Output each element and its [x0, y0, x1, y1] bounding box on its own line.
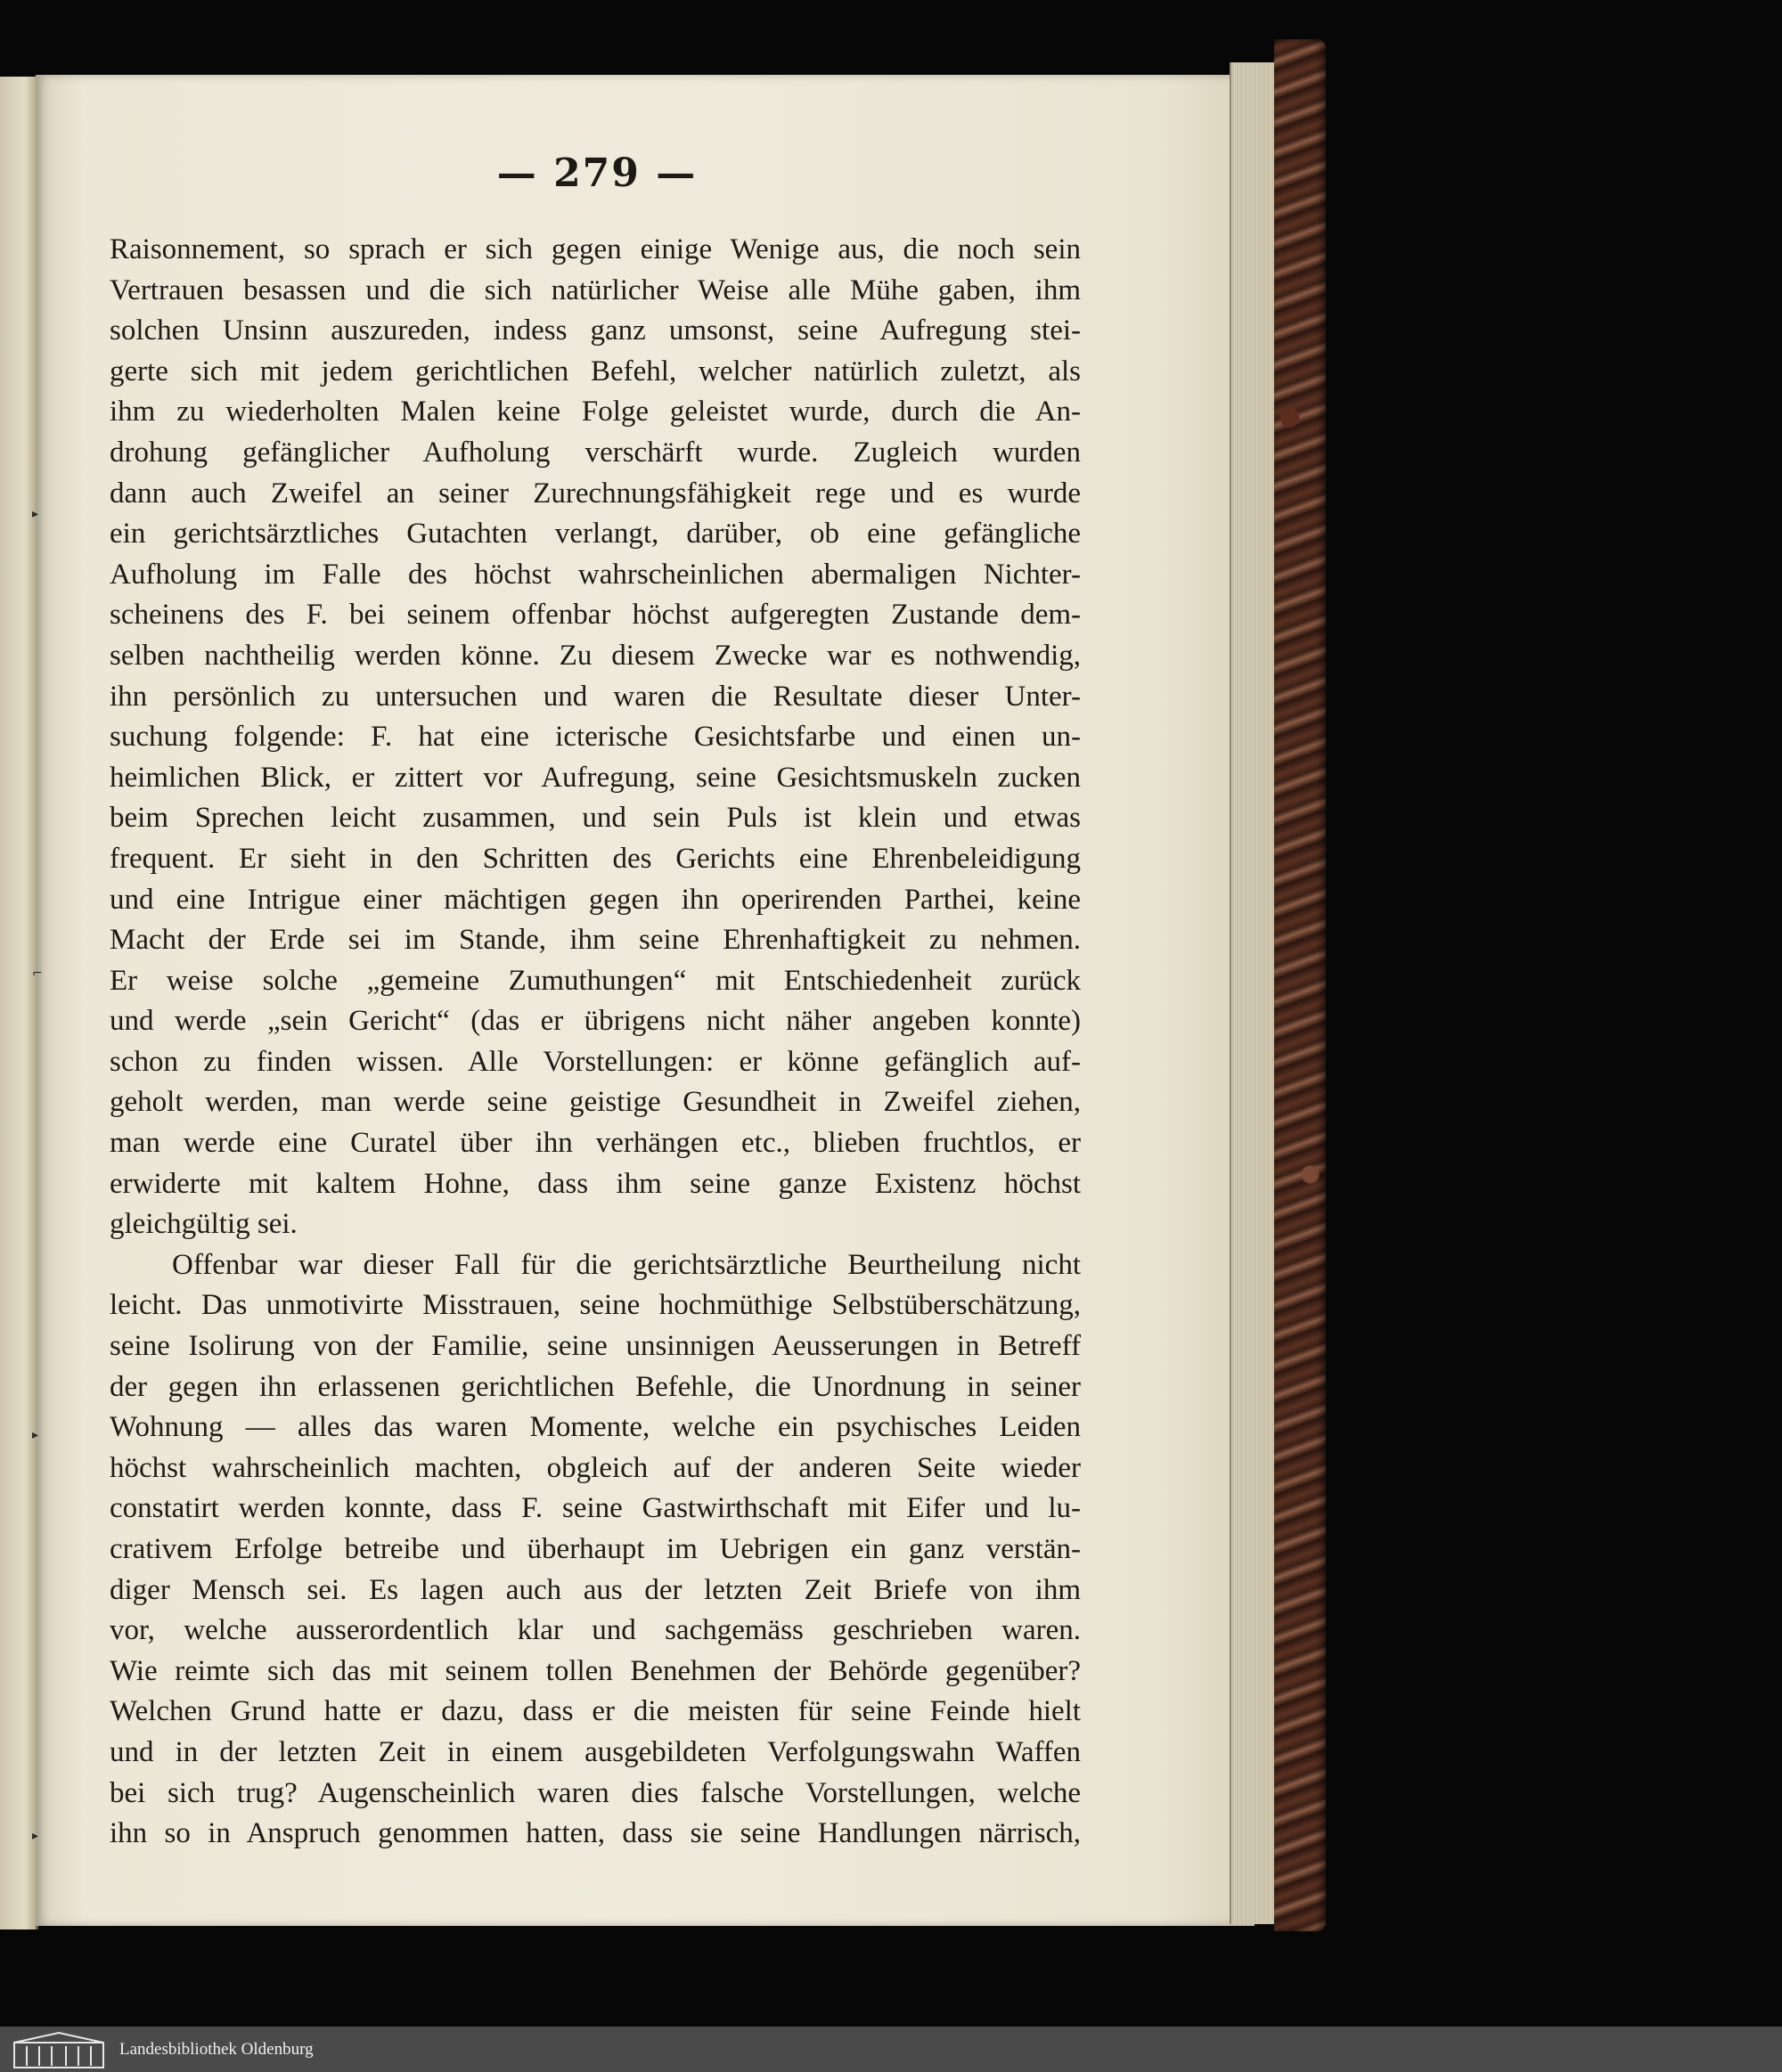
text-line: suchung folgende: F. hat eine icterische Gesichtsfarbe und einen un- — [110, 721, 1081, 754]
text-line: erwiderte mit kaltem Hohne, dass ihm seine ganze Existenz höchst — [110, 1167, 1081, 1200]
text-line: höchst wahrscheinlich machten, obgleich auf der anderen Seite wieder — [110, 1451, 1081, 1484]
text-line: Wohnung — alles das waren Momente, welche ein psychisches Leiden — [110, 1411, 1081, 1444]
text-line: diger Mensch sei. Es lagen auch aus der letzten Zeit Briefe von ihm — [110, 1573, 1081, 1606]
text-line: scheinens des F. bei seinem offenbar höchst aufgeregten Zustande dem- — [110, 599, 1081, 632]
text-line: ein gerichtsärztliches Gutachten verlangt, darüber, ob eine gefängliche — [110, 518, 1081, 551]
text-line: gleichgültig sei. — [110, 1208, 298, 1241]
text-line: Er weise solche „gemeine Zumuthungen“ mit Entschiedenheit zurück — [110, 964, 1081, 997]
text-line: Welchen Grund hatte er dazu, dass er die meisten für seine Feinde hielt — [110, 1695, 1081, 1728]
text-line: man werde eine Curatel über ihn verhängen etc., blieben fruchtlos, er — [110, 1127, 1081, 1160]
margin-marker: ▸ — [32, 1428, 39, 1442]
text-line: Macht der Erde sei im Stande, ihm seine Ehrenhaftigkeit zu nehmen. — [110, 924, 1081, 957]
text-line: gerte sich mit jedem gerichtlichen Befehl, welcher natürlich zuletzt, als — [110, 355, 1081, 387]
text-line: constatirt werden konnte, dass F. seine Gastwirthschaft mit Eifer und lu- — [110, 1492, 1081, 1525]
text-line: schon zu finden wissen. Alle Vorstellungen: er könne gefänglich auf- — [110, 1045, 1081, 1078]
text-line: geholt werden, man werde seine geistige Gesundheit in Zweifel ziehen, — [110, 1086, 1081, 1119]
text-line: bei sich trug? Augenscheinlich waren dies falsche Vorstellungen, welche — [110, 1776, 1081, 1809]
text-line: und eine Intrigue einer mächtigen gegen ihn operirenden Parthei, keine — [110, 883, 1081, 916]
text-line: ihn persönlich zu untersuchen und waren die Resultate dieser Unter- — [110, 680, 1081, 713]
margin-marker: ▸ — [32, 507, 39, 521]
text-line: heimlichen Blick, er zittert vor Aufregung, seine Gesichtsmuskeln zucken — [110, 761, 1081, 794]
text-line: Offenbar war dieser Fall für die gerichtsärztliche Beurtheilung nicht — [172, 1248, 1081, 1281]
text-line: frequent. Er sieht in den Schritten des Gerichts eine Ehrenbeleidigung — [110, 842, 1081, 875]
text-line: Aufholung im Falle des höchst wahrscheinlichen abermaligen Nichter- — [110, 558, 1081, 591]
text-line: solchen Unsinn auszureden, indess ganz umsonst, seine Aufregung stei- — [110, 314, 1081, 347]
text-line: drohung gefänglicher Aufholung verschärft wurde. Zugleich wurden — [110, 436, 1081, 469]
text-line: Raisonnement, so sprach er sich gegen einige Wenige aus, die noch sein — [110, 233, 1081, 265]
text-line: und in der letzten Zeit in einem ausgebildeten Verfolgungswahn Waffen — [110, 1735, 1081, 1768]
text-line: crativem Erfolge betreibe und überhaupt im Uebrigen ein ganz verstän- — [110, 1533, 1081, 1565]
previous-page-edge — [0, 77, 38, 1929]
library-footer-bar — [0, 2027, 1782, 2072]
page-number: — 279 — — [496, 151, 698, 196]
text-line: ihm zu wiederholten Malen keine Folge geleistet wurde, durch die An- — [110, 396, 1081, 428]
text-line: selben nachtheilig werden könne. Zu diesem Zwecke war es nothwendig, — [110, 639, 1081, 672]
text-line: seine Isolirung von der Familie, seine unsinnigen Aeusserungen in Betreff — [110, 1330, 1081, 1363]
text-line: Wie reimte sich das mit seinem tollen Benehmen der Behörde gegenüber? — [110, 1654, 1081, 1687]
margin-marker: ▸ — [32, 1829, 39, 1843]
text-line: der gegen ihn erlassenen gerichtlichen Befehle, die Unordnung in seiner — [110, 1370, 1081, 1403]
text-line: vor, welche ausserordentlich klar und sachgemäss geschrieben waren. — [110, 1614, 1081, 1647]
text-line: Vertrauen besassen und die sich natürlicher Weise alle Mühe gaben, ihm — [110, 273, 1081, 306]
body-text — [110, 230, 1081, 1855]
text-line: ihn so in Anspruch genommen hatten, dass sie seine Handlungen närrisch, — [110, 1817, 1081, 1850]
library-building-logo-icon — [9, 2030, 109, 2069]
margin-marker: ⌐ — [32, 967, 43, 981]
marbled-cover-edge — [1274, 39, 1326, 1931]
text-line: beim Sprechen leicht zusammen, und sein Puls ist klein und etwas — [110, 802, 1081, 835]
text-line: dann auch Zweifel an seiner Zurechnungsfähigkeit rege und es wurde — [110, 477, 1081, 510]
text-line: leicht. Das unmotivirte Misstrauen, seine hochmüthige Selbstüberschätzung, — [110, 1289, 1081, 1322]
library-name: Landesbibliothek Oldenburg — [119, 2040, 314, 2059]
text-line: und werde „sein Gericht“ (das er übrigens nicht näher angeben konnte) — [110, 1005, 1081, 1038]
